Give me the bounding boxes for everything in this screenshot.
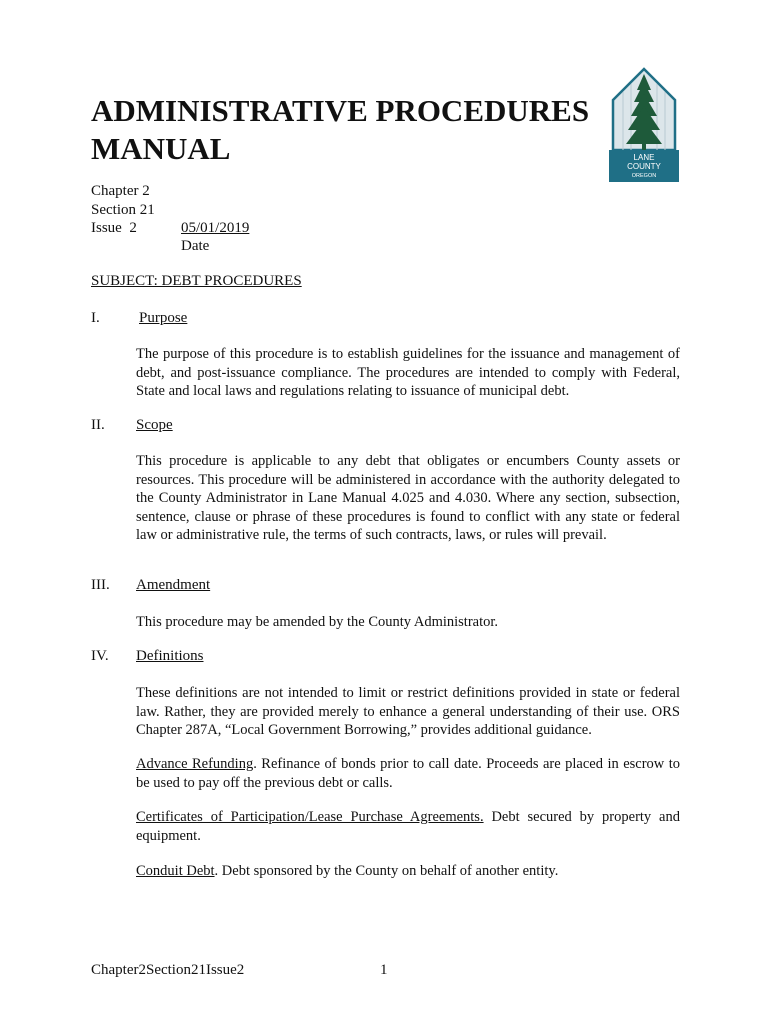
section-number: III. xyxy=(91,577,110,593)
issue-row xyxy=(91,219,250,237)
logo-line-1: LANE xyxy=(633,153,655,162)
section-heading-amendment: Amendment xyxy=(136,577,211,593)
issue-label: Issue xyxy=(91,220,122,236)
date-label: Date xyxy=(181,238,210,254)
section-text-amendment: This procedure may be amended by the County Administrator. xyxy=(136,614,499,630)
section-number: I. xyxy=(91,310,100,326)
definition-text: . Debt sponsored by the County on behalf of another entity. xyxy=(214,863,559,879)
title-line-1: ADMINISTRATIVE PROCEDURES xyxy=(91,93,590,128)
title-line-2: MANUAL xyxy=(91,131,231,166)
definition-term: Conduit Debt xyxy=(136,863,215,879)
section-heading-scope: Scope xyxy=(136,417,173,433)
footer-page-number: 1 xyxy=(380,962,388,978)
section-text-purpose: The purpose of this procedure is to establish guidelines for the issuance and management of debt, and post-issuance compliance. The procedures are intended to comply with Federal, State and local laws and regulations relating to issuance of municipal debt. xyxy=(136,346,680,400)
definition-text: . Refinance of bonds prior to call date. Proceeds are placed in escrow to be used to pay off the previous debt or calls. xyxy=(136,756,680,791)
definition-term: Certificates of Participation/Lease Purchase Agreements. xyxy=(136,809,484,825)
definition-item xyxy=(136,808,680,845)
issue-number: 2 xyxy=(129,220,137,236)
section-text-definitions: These definitions are not intended to limit or restrict definitions provided in state or federal law. Rather, they are provided merely to enhance a general understanding of their use. ORS Chapter 287A, “Local Government Borrowing,” provides additional guidance. xyxy=(136,685,680,739)
section-heading-definitions: Definitions xyxy=(136,648,204,664)
subject-line: SUBJECT: DEBT PROCEDURES xyxy=(91,273,302,289)
definition-term: Advance Refunding xyxy=(136,756,254,772)
section-number: II. xyxy=(91,417,105,433)
footer-doc-id: Chapter2Section21Issue2 xyxy=(91,962,245,978)
section-number: IV. xyxy=(91,648,109,664)
definition-text: Debt secured by property and equipment. xyxy=(136,809,680,844)
issue-date: 05/01/2019 xyxy=(181,220,250,236)
section-heading-purpose: Purpose xyxy=(139,310,188,326)
section-text-scope: This procedure is applicable to any debt that obligates or encumbers County assets or resources. This procedure will be administered in accordance with the authority delegated to the County Administrator in Lane Manual 4.025 and 4.030. Where any section, subsection, sentence, clause or phrase of these procedures is found to conflict with any state or federal law or administrative rule, the terms of such contracts, laws, or rules will prevail. xyxy=(136,453,680,544)
chapter-label: Chapter 2 xyxy=(91,183,150,199)
section-label: Section 21 xyxy=(91,202,155,218)
lane-county-logo xyxy=(609,66,679,182)
document-title xyxy=(91,92,611,168)
logo-line-3: OREGON xyxy=(631,173,657,179)
definition-item xyxy=(136,755,680,792)
logo-line-2: COUNTY xyxy=(627,162,661,171)
definition-item xyxy=(136,862,680,881)
